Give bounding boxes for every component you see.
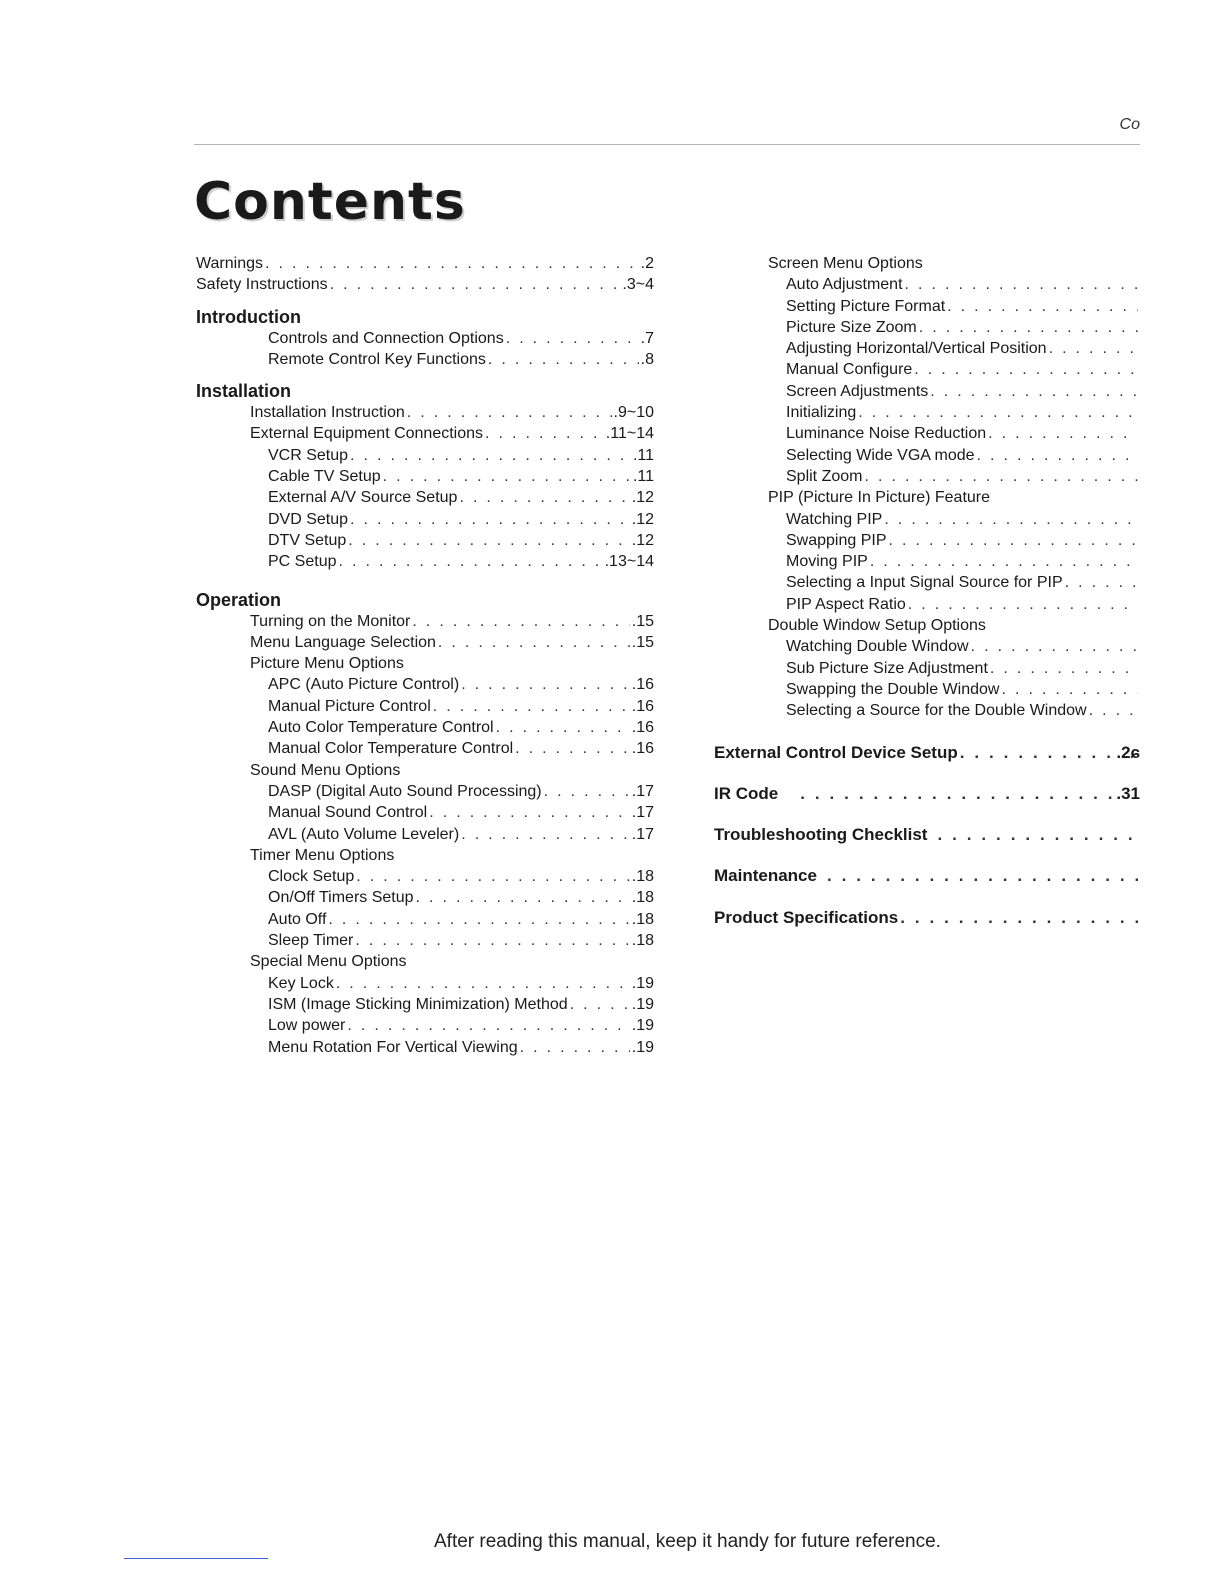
toc-entry[interactable] [196,349,654,370]
toc-entry[interactable] [196,423,654,444]
leader-dots [347,1015,629,1036]
leader-dots [338,551,602,572]
leader-dots [977,445,1138,466]
leader-dots [488,349,639,370]
toc-entry-text: Luminance Noise Reduction [786,425,987,443]
toc-entry-text: Selecting a Source for the Double Window [786,702,1087,720]
leader-dots [350,509,630,530]
toc-entry-page: .15 [631,633,654,651]
toc-entry-text: Adjusting Horizontal/Vertical Position [786,340,1047,358]
toc-entry[interactable] [196,930,654,951]
toc-entry-text: DASP (Digital Auto Sound Processing) [268,782,542,800]
leader-dots [383,466,631,487]
toc-entry[interactable] [714,572,1140,593]
toc-entry-page: .13~14 [604,553,654,571]
toc-entry-page: .18 [631,868,654,886]
toc-entry-page: .16 [631,676,654,694]
toc-entry-text: Selecting a Input Signal Source for PIP [786,574,1063,592]
toc-entry-text: Screen Menu Options [768,255,923,272]
toc-entry-text: Low power [268,1017,346,1035]
toc-subheading[interactable] [196,951,654,972]
section-heading-installation[interactable]: Installation [196,381,292,402]
toc-entry[interactable] [196,887,654,908]
toc-entry-text: Manual Configure [786,361,913,379]
toc-entry-text: External Control Device Setup [714,742,958,762]
leader-dots [350,445,631,466]
toc-entry[interactable] [196,696,654,717]
toc-entry-text: Safety Instructions [196,276,328,294]
toc-entry[interactable] [714,423,1140,444]
section-entry-maintenance[interactable] [714,865,1140,886]
header-rule [194,144,1140,145]
toc-entry-text: DVD Setup [268,510,349,528]
toc-entry[interactable] [714,679,1140,700]
leader-dots [1089,700,1138,721]
toc-entry[interactable] [196,445,654,466]
toc-entry[interactable] [714,296,1140,317]
toc-entry-text: Manual Picture Control [268,697,431,715]
toc-entry[interactable] [714,551,1140,572]
toc-entry-text: Watching PIP [786,510,883,528]
toc-entry[interactable] [714,594,1140,615]
toc-entry-text: Swapping the Double Window [786,680,1000,698]
toc-entry[interactable] [196,738,654,759]
leader-dots [889,530,1138,551]
toc-entry[interactable] [714,636,1140,657]
toc-entry-text: Controls and Connection Options [268,329,504,347]
leader-dots [407,402,612,423]
toc-entry[interactable] [714,338,1140,359]
toc-entry-text: AVL (Auto Volume Leveler) [268,825,460,843]
toc-entry-text: PIP (Picture In Picture) Feature [768,489,991,507]
leader-dots [900,907,1138,928]
leader-dots [544,781,630,802]
toc-entry[interactable] [196,611,654,632]
toc-entry[interactable] [714,402,1140,423]
section-entry-product-specifications[interactable] [714,907,1140,928]
toc-left-column [196,253,654,1058]
toc-entry[interactable] [196,328,654,349]
leader-dots [884,509,1138,530]
toc-entry[interactable] [196,551,654,572]
toc-entry-text: Initializing [786,404,857,422]
toc-entry-text: PIP Aspect Ratio [786,595,906,613]
toc-entry-text: External A/V Source Setup [268,489,458,507]
leader-dots [1065,572,1138,593]
running-header-label: Co [1119,116,1140,133]
toc-entry[interactable] [196,487,654,508]
toc-entry-page: .11~14 [605,425,654,443]
toc-entry-page: .12 [631,489,654,507]
leader-dots [1001,679,1138,700]
leader-dots [988,423,1138,444]
toc-entry[interactable] [714,509,1140,530]
toc-entry-page: .7 [640,329,654,347]
leader-dots [433,696,630,717]
toc-entry[interactable] [714,317,1140,338]
leader-dots [827,865,1138,886]
leader-dots [461,824,630,845]
leader-dots [328,909,629,930]
leader-dots [265,253,639,274]
leader-dots [355,930,629,951]
toc-entry-page: .17 [631,782,654,800]
leader-dots [461,674,630,695]
toc-entry[interactable] [196,674,654,695]
leader-dots [438,632,630,653]
toc-entry[interactable] [196,402,654,423]
toc-entry-text: Warnings [196,255,263,272]
leader-dots [908,594,1138,615]
toc-subheading[interactable] [196,653,654,674]
toc-entry-page: .17 [631,804,654,822]
toc-entry[interactable] [196,1015,654,1036]
toc-subheading[interactable] [714,487,1140,508]
toc-entry-page: .18 [631,910,654,928]
leader-dots [336,973,630,994]
leader-dots [870,551,1138,572]
toc-entry-text: Troubleshooting Checklist [714,825,928,845]
leader-dots [416,887,630,908]
leader-dots [459,487,629,508]
toc-entry-text: Key Lock [268,974,334,992]
toc-entry[interactable] [714,700,1140,721]
toc-entry-page: .17 [631,825,654,843]
toc-entry-text: DTV Setup [268,531,347,549]
toc-entry-text: Maintenance [714,866,817,886]
toc-entry-page: .19 [631,974,654,992]
leader-dots [412,611,629,632]
toc-entry-text: Double Window Setup Options [768,617,986,635]
toc-entry-text: Setting Picture Format [786,297,946,315]
toc-entry[interactable] [196,866,654,887]
toc-entry-text: Sub Picture Size Adjustment [786,659,988,677]
leader-dots [919,317,1138,338]
toc-entry[interactable] [714,359,1140,380]
toc-entry[interactable] [714,274,1140,295]
toc-entry[interactable] [196,994,654,1015]
toc-entry-text: Menu Rotation For Vertical Viewing [268,1038,518,1056]
toc-entry[interactable] [196,802,654,823]
leader-dots [429,802,630,823]
toc-entry-page: .11 [632,446,654,464]
toc-subheading[interactable] [714,615,1140,636]
footer-note: After reading this manual, keep it handy for future reference. [434,1531,941,1552]
toc-entry-text: Menu Language Selection [250,633,436,651]
leader-dots [990,658,1138,679]
toc-entry-text: Installation Instruction [250,404,405,422]
leader-dots [348,530,629,551]
leader-dots [971,636,1138,657]
section-heading-introduction[interactable]: Introduction [196,306,301,327]
toc-entry-text: Manual Sound Control [268,804,428,822]
toc-entry[interactable] [196,253,654,274]
toc-entry[interactable] [714,658,1140,679]
toc-subheading[interactable] [196,760,654,781]
toc-entry-page: .31 [1116,783,1140,803]
toc-entry-text: Cable TV Setup [268,468,381,486]
page-title: Contents [194,172,466,232]
toc-entry-page: .8 [640,350,654,368]
toc-entry-page: .11 [632,468,654,486]
toc-entry[interactable] [196,632,654,653]
toc-entry[interactable] [714,530,1140,551]
toc-entry[interactable] [196,466,654,487]
leader-dots [905,274,1138,295]
toc-entry-text: Swapping PIP [786,531,887,549]
toc-entry-text: On/Off Timers Setup [268,889,414,907]
leader-dots [930,381,1138,402]
leader-dots [515,738,630,759]
toc-entry-text: Turning on the Monitor [250,612,411,630]
leader-dots [485,423,604,444]
toc-entry-text: Picture Size Zoom [786,318,917,336]
toc-entry-page: .12 [631,510,654,528]
toc-entry[interactable] [714,445,1140,466]
toc-entry[interactable] [196,274,654,295]
leader-dots [496,717,630,738]
toc-entry-text: Selecting Wide VGA mode [786,446,975,464]
footer-rule [124,1558,268,1559]
section-entry-ir-code[interactable] [714,783,1140,804]
toc-entry-text: Auto Adjustment [786,276,903,294]
toc-entry[interactable] [196,973,654,994]
toc-entry-text: Manual Color Temperature Control [268,740,514,758]
toc-entry-text: Remote Control Key Functions [268,350,486,368]
toc-entry-page: .15 [631,612,654,630]
toc-entry-text: Watching Double Window [786,638,969,656]
toc-entry-text: Split Zoom [786,467,863,485]
leader-dots [330,274,621,295]
leader-dots [947,296,1138,317]
leader-dots [356,866,629,887]
toc-entry-text: IR Code [714,783,779,803]
toc-entry-text: Screen Adjustments [786,382,929,400]
toc-entry[interactable] [196,1037,654,1058]
leader-dots [1049,338,1138,359]
leader-dots [937,824,1138,845]
toc-entry[interactable] [196,824,654,845]
toc-entry[interactable] [714,381,1140,402]
toc-entry-text: Clock Setup [268,868,355,886]
toc-entry-text: Special Menu Options [250,953,407,971]
toc-entry-page: .3~4 [622,276,654,294]
leader-dots [914,359,1138,380]
toc-entry[interactable] [196,530,654,551]
toc-entry-text: Auto Off [268,910,327,928]
toc-right-column [714,253,1140,928]
toc-entry-page: .19 [631,995,654,1013]
toc-entry-text: Timer Menu Options [250,846,395,864]
toc-entry-text: ISM (Image Sticking Minimization) Method [268,995,568,1013]
toc-entry[interactable] [196,509,654,530]
toc-entry-text: Moving PIP [786,553,868,571]
toc-entry[interactable] [196,909,654,930]
leader-dots [858,402,1138,423]
section-entry-external-control[interactable] [714,742,1140,763]
toc-entry-page: .2 [640,255,654,272]
toc-entry-text: Picture Menu Options [250,655,404,673]
section-entry-troubleshooting[interactable] [714,824,1140,845]
toc-entry-text: Product Specifications [714,907,899,927]
toc-entry[interactable] [196,781,654,802]
toc-entry-text: PC Setup [268,553,337,571]
toc-entry-page: .19 [631,1017,654,1035]
toc-entry-text: APC (Auto Picture Control) [268,676,460,694]
toc-entry-page: .12 [631,531,654,549]
toc-entry-text: VCR Setup [268,446,349,464]
toc-entry-page: .16 [631,719,654,737]
toc-entry-text: Auto Color Temperature Control [268,719,494,737]
section-heading-operation[interactable]: Operation [196,589,282,610]
leader-dots [864,466,1138,487]
toc-subheading[interactable] [196,845,654,866]
toc-entry-page: .16 [631,697,654,715]
toc-entry[interactable] [196,717,654,738]
leader-dots [800,783,1114,804]
toc-entry[interactable] [714,466,1140,487]
toc-entry-text: Sleep Timer [268,932,354,950]
leader-dots [506,328,639,349]
leader-dots [570,994,630,1015]
toc-entry-page: .2ɕ [1116,742,1140,762]
toc-entry-text: Sound Menu Options [250,761,401,779]
toc-entry-page: .18 [631,889,654,907]
toc-entry-page: .16 [631,740,654,758]
toc-entry-text: External Equipment Connections [250,425,484,443]
toc-entry-page: .18 [631,932,654,950]
toc-entry-page: .19 [631,1038,654,1056]
toc-entry-page: .9~10 [613,404,654,422]
leader-dots [960,742,1115,763]
leader-dots [520,1037,630,1058]
toc-subheading[interactable] [714,253,1140,274]
